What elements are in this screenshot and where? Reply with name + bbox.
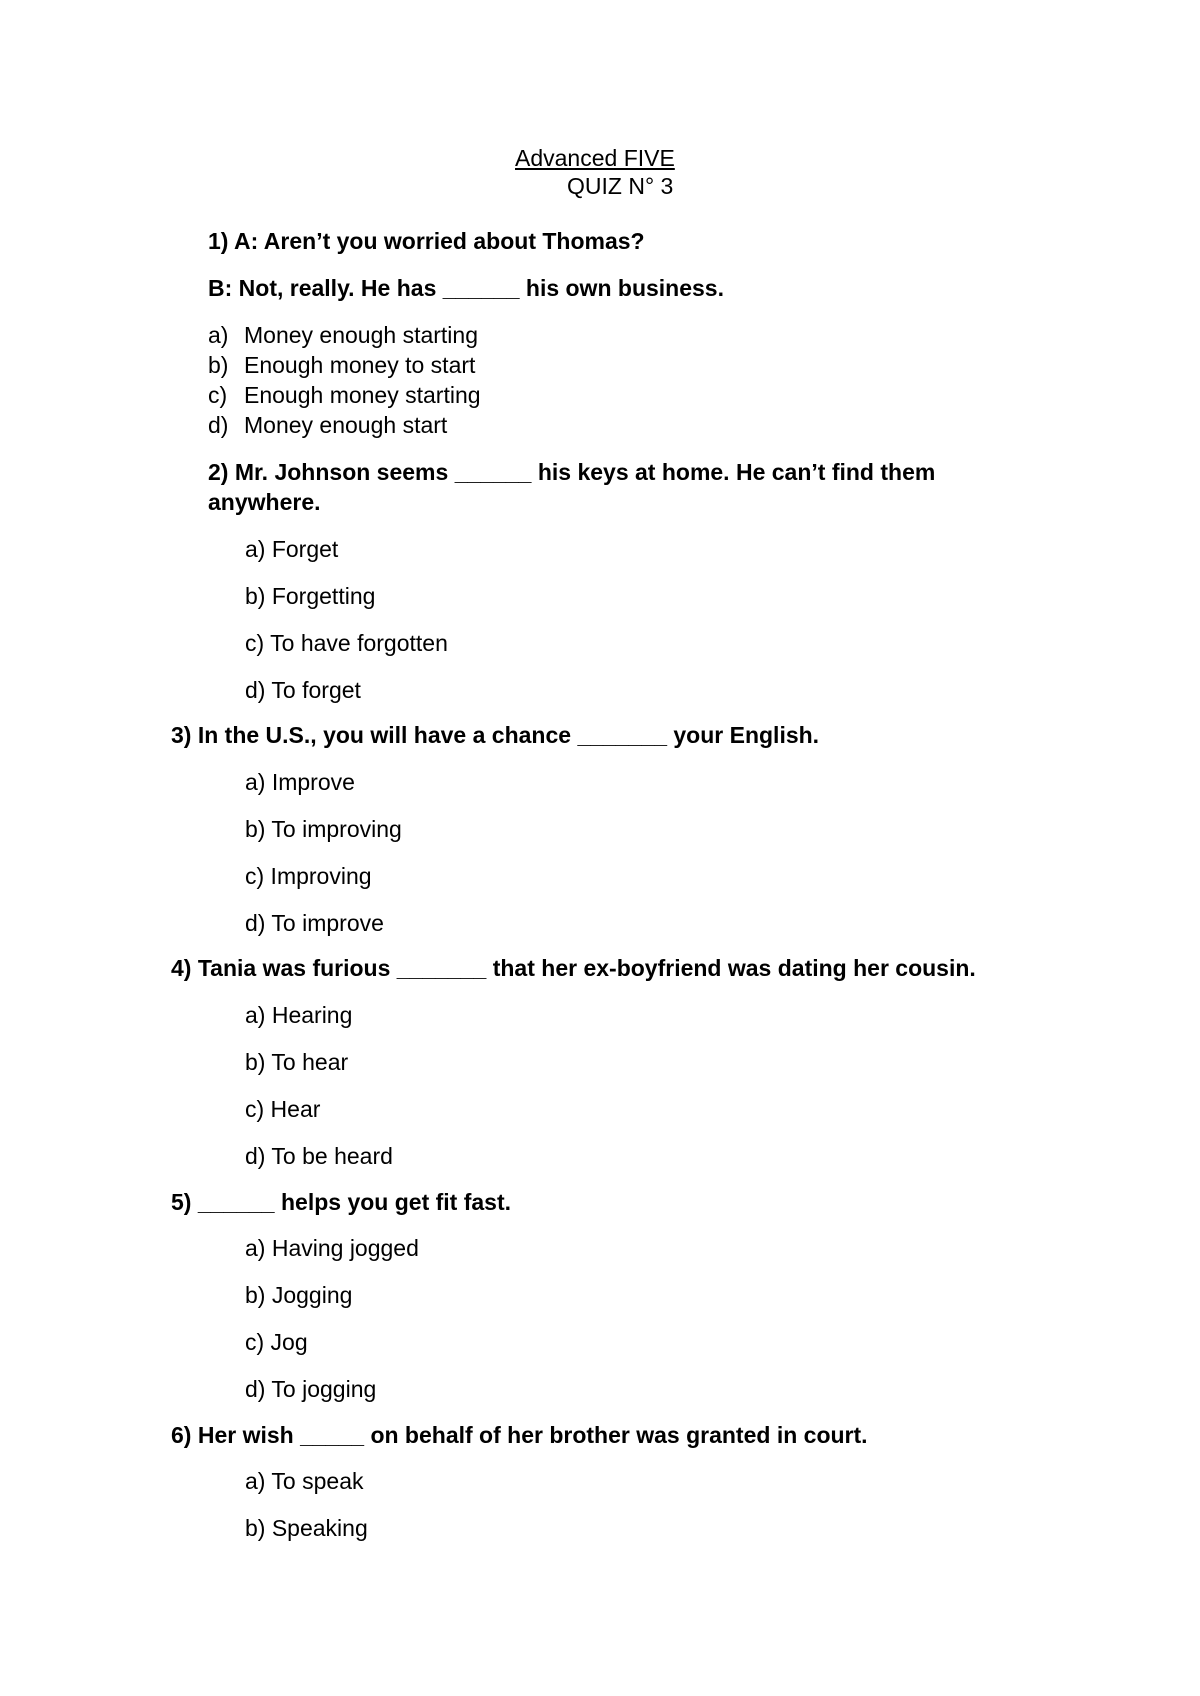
question-2-line-a: 2) Mr. Johnson seems ______ his keys at home. He can’t find them bbox=[208, 459, 936, 485]
question-1-option-c[interactable] bbox=[208, 384, 481, 407]
question-1-line-a: 1) A: Aren’t you worried about Thomas? bbox=[208, 228, 645, 254]
question-6-option-b[interactable]: b) Speaking bbox=[245, 1515, 368, 1541]
question-5-option-b[interactable]: b) Jogging bbox=[245, 1282, 353, 1308]
question-5: 5) ______ helps you get fit fast. bbox=[171, 1189, 512, 1215]
option-label: b) bbox=[208, 352, 229, 378]
question-2-option-b[interactable]: b) Forgetting bbox=[245, 583, 376, 609]
option-text: Enough money starting bbox=[244, 382, 481, 408]
question-6-option-a[interactable]: a) To speak bbox=[245, 1468, 364, 1494]
question-4: 4) Tania was furious _______ that her ex-boyfriend was dating her cousin. bbox=[171, 955, 976, 981]
question-3: 3) In the U.S., you will have a chance _______ your English. bbox=[171, 722, 820, 748]
question-3-option-a[interactable]: a) Improve bbox=[245, 769, 355, 795]
option-label: a) bbox=[208, 322, 229, 348]
page-title: Advanced FIVE bbox=[515, 145, 675, 171]
question-2-option-d[interactable]: d) To forget bbox=[245, 677, 361, 703]
question-1-line-b: B: Not, really. He has ______ his own business. bbox=[208, 275, 724, 301]
question-6: 6) Her wish _____ on behalf of her brother was granted in court. bbox=[171, 1422, 868, 1448]
question-5-option-a[interactable]: a) Having jogged bbox=[245, 1235, 419, 1261]
question-4-option-d[interactable]: d) To be heard bbox=[245, 1143, 393, 1169]
option-label: d) bbox=[208, 412, 229, 438]
question-3-option-b[interactable]: b) To improving bbox=[245, 816, 402, 842]
question-2-line-b: anywhere. bbox=[208, 489, 321, 515]
question-2-option-a[interactable]: a) Forget bbox=[245, 536, 339, 562]
question-1-option-d[interactable] bbox=[208, 414, 447, 437]
option-text: Enough money to start bbox=[244, 352, 476, 378]
question-5-option-c[interactable]: c) Jog bbox=[245, 1329, 308, 1355]
question-4-option-a[interactable]: a) Hearing bbox=[245, 1002, 353, 1028]
option-text: Money enough start bbox=[244, 412, 448, 438]
question-2-option-c[interactable]: c) To have forgotten bbox=[245, 630, 448, 656]
question-4-option-c[interactable]: c) Hear bbox=[245, 1096, 321, 1122]
question-5-option-d[interactable]: d) To jogging bbox=[245, 1376, 377, 1402]
option-text: Money enough starting bbox=[244, 322, 478, 348]
question-1-option-a[interactable] bbox=[208, 324, 478, 347]
option-label: c) bbox=[208, 382, 228, 408]
question-4-option-b[interactable]: b) To hear bbox=[245, 1049, 349, 1075]
question-1-option-b[interactable] bbox=[208, 354, 475, 377]
page-subtitle: QUIZ N° 3 bbox=[567, 173, 674, 199]
question-3-option-c[interactable]: c) Improving bbox=[245, 863, 372, 889]
question-3-option-d[interactable]: d) To improve bbox=[245, 910, 384, 936]
